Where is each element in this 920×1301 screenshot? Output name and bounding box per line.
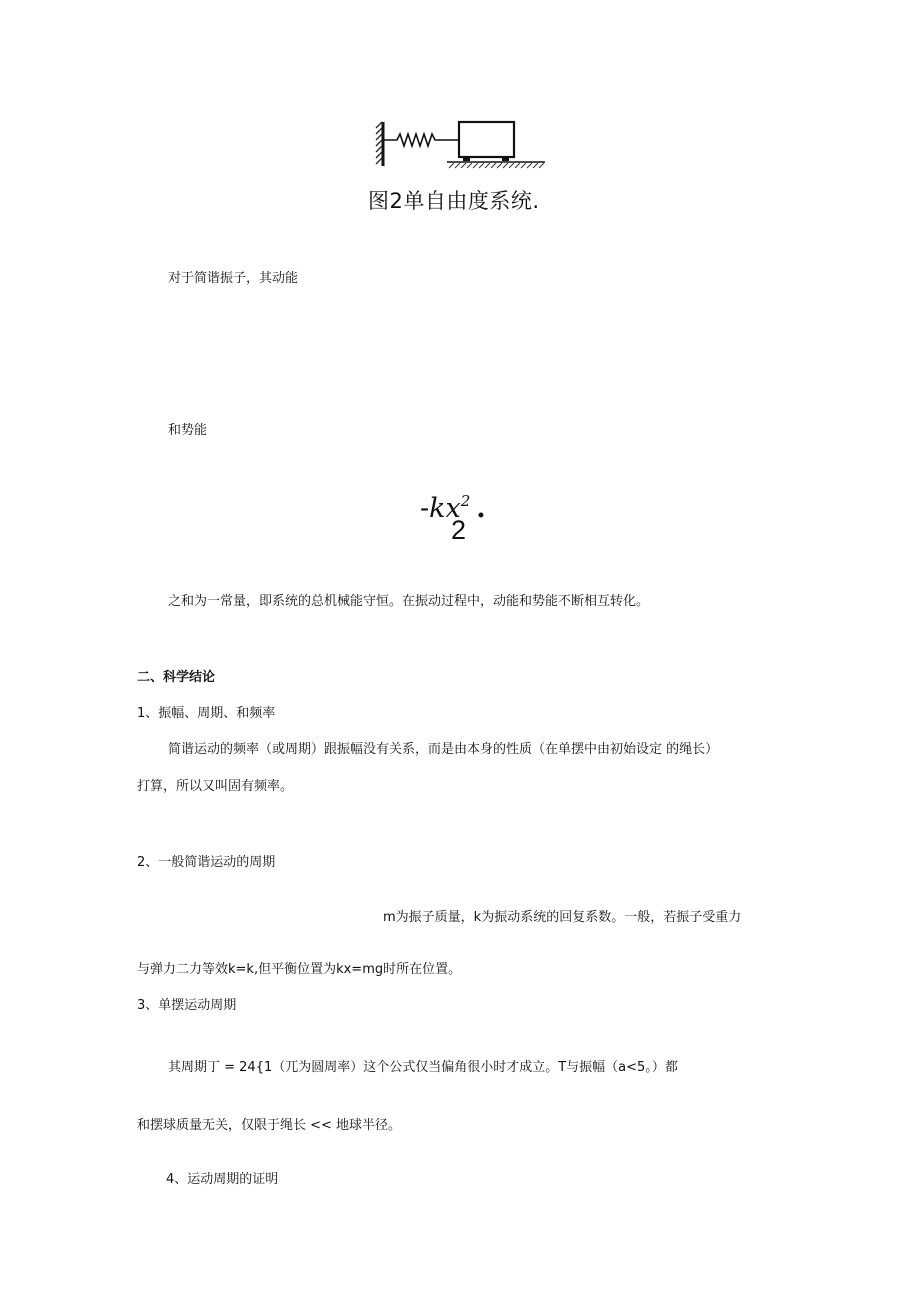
item1-title: 1、振幅、周期、和频率 <box>137 706 276 721</box>
formula-denominator: 2 <box>451 515 467 545</box>
item3-line2: 和摆球质量无关，仅限于绳长 << 地球半径。 <box>137 1118 402 1133</box>
item1-line2: 打算，所以又叫固有频率。 <box>137 779 294 794</box>
item3-line1: 其周期丁 = 24{1（兀为圆周率）这个公式仅当偏角很小时才成立。T与振幅（a<5。）都 <box>168 1060 678 1075</box>
energy-sum-text: 之和为一常量，即系统的总机械能守恒。在振动过程中，动能和势能不断相互转化。 <box>168 594 650 609</box>
wheel-left <box>463 157 470 161</box>
figure-caption: 图2单自由度系统. <box>368 189 540 213</box>
kinetic-energy-intro: 对于简谐振子，其动能 <box>168 271 299 286</box>
formula-dot: . <box>476 493 486 524</box>
item2-line1: m为振子质量，k为振动系统的回复系数。一般，若振子受重力 <box>383 910 742 925</box>
spring-mass-diagram <box>375 116 550 172</box>
section-heading: 二、科学结论 <box>137 670 216 685</box>
ground-hatching <box>449 163 544 168</box>
wheel-right <box>502 157 509 161</box>
wall-hatching <box>376 122 382 164</box>
item1-line1: 简谐运动的频率（或周期）跟振幅没有关系，而是由本身的性质（在单摆中由初始设定 的绳长） <box>168 742 719 757</box>
item3-title: 3、单摆运动周期 <box>137 998 237 1013</box>
formula-exponent: 2 <box>460 492 471 510</box>
spring <box>384 134 459 146</box>
potential-energy-intro: 和势能 <box>168 423 208 438</box>
mass-block <box>459 122 514 157</box>
item4-title: 4、运动周期的证明 <box>166 1172 279 1187</box>
item2-title: 2、一般简谐运动的周期 <box>137 855 276 870</box>
item2-line2: 与弹力二力等效k=k,但平衡位置为kx=mg时所在位置。 <box>137 962 462 977</box>
formula-numerator-text: -kx <box>420 493 461 524</box>
